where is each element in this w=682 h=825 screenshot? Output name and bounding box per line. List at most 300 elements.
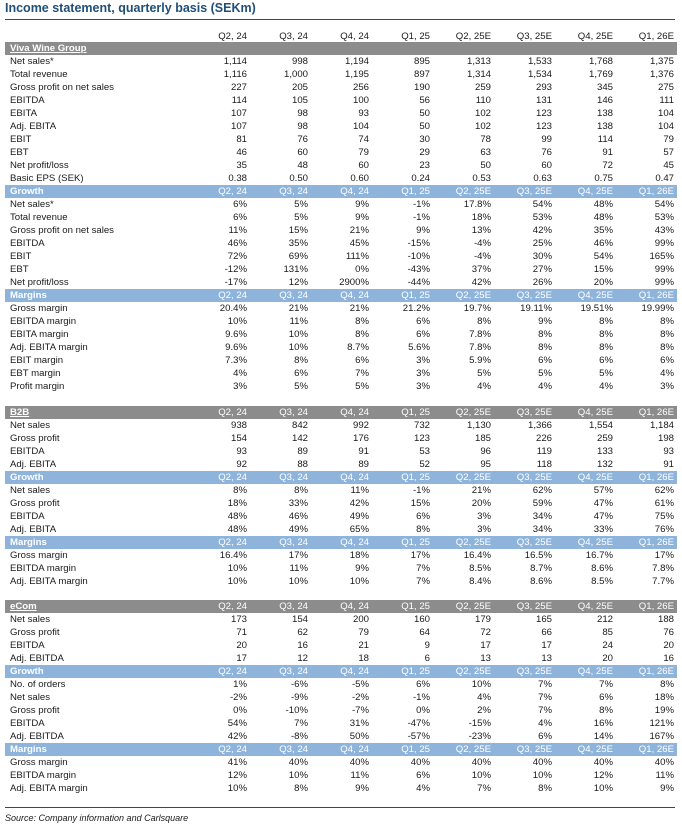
table-cell: 17% bbox=[654, 550, 674, 561]
section-column-header: Q1, 25 bbox=[401, 290, 430, 301]
row-label: Gross profit bbox=[10, 498, 60, 509]
row-label: Adj. EBITDA bbox=[10, 731, 64, 742]
section-column-header: Q1, 25 bbox=[401, 407, 430, 418]
table-cell: 14% bbox=[593, 731, 613, 742]
table-cell: 10% bbox=[227, 576, 247, 587]
table-cell: 0% bbox=[233, 705, 247, 716]
table-cell: 35 bbox=[236, 160, 247, 171]
table-cell: 1,000 bbox=[283, 69, 308, 80]
row-label: EBITDA margin bbox=[10, 563, 77, 574]
table-cell: 18% bbox=[654, 692, 674, 703]
column-header: Q3, 25E bbox=[516, 31, 552, 42]
row-label: Gross profit bbox=[10, 627, 60, 638]
table-cell: 16.4% bbox=[463, 550, 491, 561]
table-cell: 165% bbox=[649, 251, 674, 262]
table-cell: 8.6% bbox=[591, 563, 613, 574]
table-cell: 10% bbox=[593, 783, 613, 794]
table-cell: -44% bbox=[407, 277, 430, 288]
section-column-header: Q1, 26E bbox=[638, 666, 674, 677]
table-cell: 76 bbox=[663, 627, 674, 638]
table-cell: 4% bbox=[538, 381, 552, 392]
table-cell: 12% bbox=[593, 770, 613, 781]
table-cell: 19.11% bbox=[520, 303, 552, 314]
table-cell: 8.4% bbox=[469, 576, 491, 587]
table-cell: 98 bbox=[297, 121, 308, 132]
section-column-header: Q4, 24 bbox=[340, 744, 369, 755]
section-column-header: Q4, 25E bbox=[577, 290, 613, 301]
table-cell: 76% bbox=[654, 524, 674, 535]
section-column-header: Q2, 24 bbox=[218, 407, 247, 418]
section-column-header: Q2, 24 bbox=[218, 666, 247, 677]
table-cell: 92 bbox=[236, 459, 247, 470]
table-cell: 1,533 bbox=[527, 56, 552, 67]
table-cell: 154 bbox=[291, 614, 308, 625]
table-row bbox=[5, 198, 677, 211]
table-cell: 4% bbox=[538, 718, 552, 729]
table-cell: 6% bbox=[294, 368, 308, 379]
section-column-header: Q2, 24 bbox=[218, 744, 247, 755]
table-row bbox=[5, 354, 677, 367]
table-cell: 121% bbox=[649, 718, 674, 729]
row-label: Adj. EBITA bbox=[10, 121, 57, 132]
table-cell: 54% bbox=[654, 199, 674, 210]
table-cell: -47% bbox=[407, 718, 430, 729]
table-cell: 21% bbox=[349, 303, 369, 314]
table-row bbox=[5, 172, 677, 185]
section-column-header: Q2, 25E bbox=[455, 744, 491, 755]
table-cell: 40% bbox=[349, 757, 369, 768]
table-cell: 3% bbox=[660, 381, 674, 392]
table-cell: 7% bbox=[477, 783, 491, 794]
section-column-header: Q1, 26E bbox=[638, 407, 674, 418]
table-cell: 66 bbox=[541, 627, 552, 638]
section-column-header: Q2, 24 bbox=[218, 537, 247, 548]
section-column-header: Q1, 26E bbox=[638, 744, 674, 755]
table-cell: 2900% bbox=[339, 277, 369, 288]
title-divider bbox=[5, 19, 675, 20]
table-row bbox=[5, 562, 677, 575]
table-cell: 4% bbox=[660, 368, 674, 379]
table-cell: 61% bbox=[654, 498, 674, 509]
table-cell: 256 bbox=[352, 82, 369, 93]
section-title: Margins bbox=[10, 744, 47, 755]
section-column-header: Q1, 25 bbox=[401, 601, 430, 612]
table-row bbox=[5, 652, 677, 665]
table-cell: 43% bbox=[654, 225, 674, 236]
table-cell: 7% bbox=[599, 679, 613, 690]
table-cell: 6% bbox=[660, 355, 674, 366]
section-column-header bbox=[310, 42, 371, 55]
table-row bbox=[5, 341, 677, 354]
table-cell: 12% bbox=[227, 770, 247, 781]
table-cell: 45% bbox=[349, 238, 369, 249]
table-cell: 119 bbox=[536, 446, 552, 457]
section-column-header: Q1, 26E bbox=[638, 186, 674, 197]
section-column-header: Q3, 24 bbox=[279, 537, 308, 548]
table-cell: 20% bbox=[593, 277, 613, 288]
table-cell: 5% bbox=[538, 368, 552, 379]
table-cell: 60 bbox=[297, 147, 308, 158]
section-column-header: Q2, 24 bbox=[218, 186, 247, 197]
table-cell: 3% bbox=[477, 511, 491, 522]
row-label: EBT bbox=[10, 147, 29, 158]
table-cell: 102 bbox=[474, 108, 491, 119]
section-column-header: Q1, 25 bbox=[401, 666, 430, 677]
table-cell: 1,314 bbox=[466, 69, 491, 80]
section-column-header: Q4, 24 bbox=[340, 537, 369, 548]
row-label: EBITA margin bbox=[10, 329, 69, 340]
table-cell: 21 bbox=[358, 640, 369, 651]
section-title: Viva Wine Group bbox=[10, 43, 87, 54]
table-cell: 49% bbox=[288, 524, 308, 535]
table-cell: 75% bbox=[654, 511, 674, 522]
table-cell: 0.50 bbox=[289, 173, 308, 184]
row-label: EBITDA bbox=[10, 95, 45, 106]
table-cell: 992 bbox=[352, 420, 369, 431]
table-cell: 7% bbox=[416, 576, 430, 587]
table-cell: -5% bbox=[351, 679, 369, 690]
table-cell: 8% bbox=[294, 485, 308, 496]
table-cell: 18% bbox=[349, 550, 369, 561]
column-header: Q3, 24 bbox=[279, 31, 308, 42]
row-label: Gross margin bbox=[10, 550, 68, 561]
table-cell: 5% bbox=[294, 212, 308, 223]
table-cell: 8% bbox=[599, 705, 613, 716]
table-cell: -4% bbox=[473, 238, 491, 249]
table-row bbox=[5, 237, 677, 250]
table-cell: 10% bbox=[288, 329, 308, 340]
section-column-header: Q2, 24 bbox=[218, 601, 247, 612]
table-row bbox=[5, 263, 677, 276]
column-header: Q4, 25E bbox=[577, 31, 613, 42]
table-cell: 0.63 bbox=[533, 173, 552, 184]
table-cell: 48% bbox=[227, 524, 247, 535]
table-cell: 20 bbox=[663, 640, 674, 651]
table-cell: 4% bbox=[233, 368, 247, 379]
table-cell: 91 bbox=[663, 459, 674, 470]
section-column-header: Q4, 25E bbox=[577, 666, 613, 677]
table-cell: 64 bbox=[419, 627, 430, 638]
table-cell: -1% bbox=[412, 212, 430, 223]
table-cell: 104 bbox=[657, 121, 674, 132]
row-label: No. of orders bbox=[10, 679, 66, 690]
table-cell: 8% bbox=[599, 342, 613, 353]
section-column-header: Q3, 25E bbox=[516, 666, 552, 677]
table-cell: 49% bbox=[349, 511, 369, 522]
table-cell: 4% bbox=[477, 381, 491, 392]
table-cell: 190 bbox=[413, 82, 430, 93]
table-cell: 7.8% bbox=[469, 342, 491, 353]
table-cell: 62 bbox=[297, 627, 308, 638]
table-cell: -1% bbox=[412, 692, 430, 703]
section-header-row bbox=[5, 471, 677, 484]
table-cell: 11% bbox=[350, 485, 369, 496]
table-cell: 1,116 bbox=[223, 69, 247, 80]
section-column-header bbox=[493, 42, 554, 55]
table-cell: 6% bbox=[416, 316, 430, 327]
row-label: Net sales bbox=[10, 485, 50, 496]
table-cell: 8% bbox=[599, 329, 613, 340]
table-cell: 160 bbox=[413, 614, 430, 625]
table-cell: 897 bbox=[413, 69, 430, 80]
table-cell: 46 bbox=[236, 147, 247, 158]
table-row bbox=[5, 575, 677, 588]
table-cell: 5% bbox=[294, 381, 308, 392]
table-row bbox=[5, 523, 677, 536]
table-row bbox=[5, 484, 677, 497]
table-row bbox=[5, 224, 677, 237]
table-cell: 46% bbox=[593, 238, 613, 249]
row-label: Adj. EBITDA bbox=[10, 653, 64, 664]
table-cell: 110 bbox=[475, 95, 491, 106]
table-cell: 21% bbox=[471, 485, 491, 496]
table-cell: 0% bbox=[416, 705, 430, 716]
section-header-row bbox=[5, 600, 677, 613]
table-row bbox=[5, 769, 677, 782]
table-row bbox=[5, 756, 677, 769]
section-title: Margins bbox=[10, 537, 47, 548]
table-cell: 8% bbox=[660, 316, 674, 327]
table-cell: 99% bbox=[654, 277, 674, 288]
table-cell: 6% bbox=[599, 355, 613, 366]
section-column-header: Q4, 24 bbox=[340, 186, 369, 197]
table-cell: 138 bbox=[596, 108, 613, 119]
section-column-header: Q4, 24 bbox=[340, 472, 369, 483]
table-cell: 7% bbox=[538, 679, 552, 690]
table-cell: 842 bbox=[291, 420, 308, 431]
table-cell: -23% bbox=[468, 731, 491, 742]
table-cell: 293 bbox=[535, 82, 552, 93]
table-cell: 8% bbox=[355, 316, 369, 327]
table-cell: -7% bbox=[351, 705, 369, 716]
table-cell: -8% bbox=[290, 731, 308, 742]
row-label: Basic EPS (SEK) bbox=[10, 173, 84, 184]
table-cell: 8% bbox=[538, 342, 552, 353]
section-column-header: Q1, 25 bbox=[401, 186, 430, 197]
table-cell: 29 bbox=[419, 147, 430, 158]
table-cell: 3% bbox=[233, 381, 247, 392]
table-block-group bbox=[5, 42, 677, 393]
section-header-row bbox=[5, 185, 677, 198]
table-cell: 123 bbox=[535, 121, 552, 132]
section-title: Growth bbox=[10, 666, 44, 677]
table-cell: 1,769 bbox=[588, 69, 613, 80]
row-label: Adj. EBITA margin bbox=[10, 783, 88, 794]
table-cell: 6% bbox=[416, 329, 430, 340]
table-cell: 98 bbox=[297, 108, 308, 119]
table-cell: 96 bbox=[480, 446, 491, 457]
table-cell: 53% bbox=[654, 212, 674, 223]
row-label: Total revenue bbox=[10, 212, 68, 223]
table-cell: 6% bbox=[416, 679, 430, 690]
table-cell: 11% bbox=[289, 316, 308, 327]
table-cell: 20.4% bbox=[219, 303, 247, 314]
table-cell: 5.9% bbox=[469, 355, 491, 366]
table-cell: 154 bbox=[230, 433, 247, 444]
table-cell: 89 bbox=[358, 459, 369, 470]
column-header: Q1, 26E bbox=[638, 31, 674, 42]
section-column-header bbox=[371, 42, 432, 55]
table-cell: 1,534 bbox=[527, 69, 552, 80]
table-cell: 8% bbox=[660, 342, 674, 353]
table-cell: -1% bbox=[412, 199, 430, 210]
table-cell: 1,194 bbox=[344, 56, 369, 67]
table-cell: 21% bbox=[288, 303, 308, 314]
table-cell: 53% bbox=[532, 212, 552, 223]
table-cell: 40% bbox=[410, 757, 430, 768]
table-cell: 5% bbox=[355, 381, 369, 392]
table-cell: 93 bbox=[358, 108, 369, 119]
table-row bbox=[5, 626, 677, 639]
table-cell: 35% bbox=[593, 225, 613, 236]
table-cell: 15% bbox=[410, 498, 430, 509]
table-cell: 7% bbox=[416, 563, 430, 574]
table-cell: 5% bbox=[294, 199, 308, 210]
table-cell: 79 bbox=[358, 147, 369, 158]
row-label: Gross profit on net sales bbox=[10, 225, 114, 236]
section-column-header: Q3, 25E bbox=[516, 290, 552, 301]
section-column-header: Q2, 25E bbox=[455, 407, 491, 418]
section-column-header bbox=[249, 42, 310, 55]
table-cell: 34% bbox=[532, 524, 552, 535]
table-cell: 7.7% bbox=[652, 576, 674, 587]
table-cell: 123 bbox=[413, 433, 430, 444]
table-cell: 114 bbox=[597, 134, 613, 145]
table-cell: 176 bbox=[352, 433, 369, 444]
table-cell: 131 bbox=[535, 95, 552, 106]
table-cell: 8% bbox=[660, 679, 674, 690]
table-cell: 54% bbox=[593, 251, 613, 262]
row-label: Adj. EBITA bbox=[10, 459, 57, 470]
table-cell: 40% bbox=[471, 757, 491, 768]
table-cell: 93 bbox=[236, 446, 247, 457]
section-header-row bbox=[5, 665, 677, 678]
section-column-header: Q2, 25E bbox=[455, 472, 491, 483]
table-cell: 10% bbox=[349, 576, 369, 587]
table-cell: 11% bbox=[655, 770, 674, 781]
table-cell: 57 bbox=[663, 147, 674, 158]
table-cell: 50 bbox=[419, 121, 430, 132]
row-label: Total revenue bbox=[10, 69, 68, 80]
row-label: EBITDA bbox=[10, 446, 45, 457]
table-cell: 895 bbox=[413, 56, 430, 67]
table-cell: 111 bbox=[659, 95, 674, 106]
table-cell: 56 bbox=[419, 95, 430, 106]
table-cell: 8% bbox=[294, 355, 308, 366]
section-column-header: Q1, 26E bbox=[638, 290, 674, 301]
table-cell: 1,376 bbox=[649, 69, 674, 80]
section-column-header: Q4, 25E bbox=[577, 537, 613, 548]
table-cell: 6% bbox=[233, 212, 247, 223]
section-column-header: Q3, 25E bbox=[516, 472, 552, 483]
table-cell: 118 bbox=[536, 459, 552, 470]
section-column-header: Q4, 25E bbox=[577, 744, 613, 755]
table-cell: 205 bbox=[291, 82, 308, 93]
section-column-header: Q3, 25E bbox=[516, 407, 552, 418]
section-column-header: Q2, 24 bbox=[218, 472, 247, 483]
table-cell: 7.8% bbox=[469, 329, 491, 340]
section-column-header: Q3, 25E bbox=[516, 744, 552, 755]
table-row bbox=[5, 704, 677, 717]
table-cell: 76 bbox=[541, 147, 552, 158]
table-cell: 18% bbox=[227, 498, 247, 509]
table-cell: 50 bbox=[480, 160, 491, 171]
section-column-header: Q3, 25E bbox=[516, 537, 552, 548]
table-cell: 95 bbox=[480, 459, 491, 470]
row-label: EBT margin bbox=[10, 368, 61, 379]
table-cell: 8.6% bbox=[530, 576, 552, 587]
table-cell: 4% bbox=[599, 381, 613, 392]
table-cell: 85 bbox=[602, 627, 613, 638]
table-cell: 19.99% bbox=[641, 303, 674, 314]
table-cell: 40% bbox=[593, 757, 613, 768]
table-cell: 40% bbox=[654, 757, 674, 768]
section-header-row bbox=[5, 743, 677, 756]
table-cell: 20 bbox=[602, 653, 613, 664]
row-label: Net sales* bbox=[10, 199, 54, 210]
table-cell: 8% bbox=[416, 524, 430, 535]
table-cell: 7% bbox=[538, 705, 552, 716]
table-cell: 16 bbox=[297, 640, 308, 651]
table-row bbox=[5, 380, 677, 393]
table-cell: -43% bbox=[407, 264, 430, 275]
table-cell: 107 bbox=[230, 121, 247, 132]
row-label: Adj. EBITA margin bbox=[10, 342, 88, 353]
row-label: EBIT bbox=[10, 251, 32, 262]
table-cell: 27% bbox=[532, 264, 552, 275]
table-cell: 17 bbox=[480, 640, 491, 651]
column-header: Q1, 25 bbox=[401, 31, 430, 42]
table-cell: 8.5% bbox=[469, 563, 491, 574]
table-cell: 33% bbox=[288, 498, 308, 509]
row-label: EBT bbox=[10, 264, 29, 275]
table-cell: 19% bbox=[654, 705, 674, 716]
table-cell: 8% bbox=[477, 316, 491, 327]
table-cell: 8% bbox=[599, 316, 613, 327]
section-column-header: Q2, 25E bbox=[455, 537, 491, 548]
table-cell: 19.51% bbox=[580, 303, 613, 314]
section-column-header: Q4, 25E bbox=[577, 186, 613, 197]
table-cell: 48% bbox=[593, 199, 613, 210]
table-cell: 198 bbox=[657, 433, 674, 444]
table-cell: 21% bbox=[349, 225, 369, 236]
table-row bbox=[5, 691, 677, 704]
section-column-header: Q4, 25E bbox=[577, 472, 613, 483]
table-cell: 42% bbox=[532, 225, 552, 236]
section-column-header bbox=[554, 42, 615, 55]
table-cell: 185 bbox=[474, 433, 491, 444]
table-cell: 133 bbox=[596, 446, 613, 457]
section-column-header: Q3, 24 bbox=[279, 601, 308, 612]
table-cell: 78 bbox=[480, 134, 491, 145]
row-label: Gross profit bbox=[10, 433, 60, 444]
table-cell: 0.75 bbox=[594, 173, 613, 184]
table-cell: 13 bbox=[541, 653, 552, 664]
table-cell: 60 bbox=[358, 160, 369, 171]
table-cell: 20 bbox=[236, 640, 247, 651]
table-cell: 62% bbox=[654, 485, 674, 496]
table-cell: 11% bbox=[228, 225, 247, 236]
table-cell: 72 bbox=[480, 627, 491, 638]
table-cell: 47% bbox=[593, 498, 613, 509]
table-cell: 10% bbox=[227, 316, 247, 327]
table-cell: 8% bbox=[538, 329, 552, 340]
table-cell: -10% bbox=[285, 705, 308, 716]
table-cell: 132 bbox=[596, 459, 613, 470]
table-cell: 20% bbox=[471, 498, 491, 509]
table-cell: 0.60 bbox=[350, 173, 369, 184]
row-label: Net sales bbox=[10, 614, 50, 625]
